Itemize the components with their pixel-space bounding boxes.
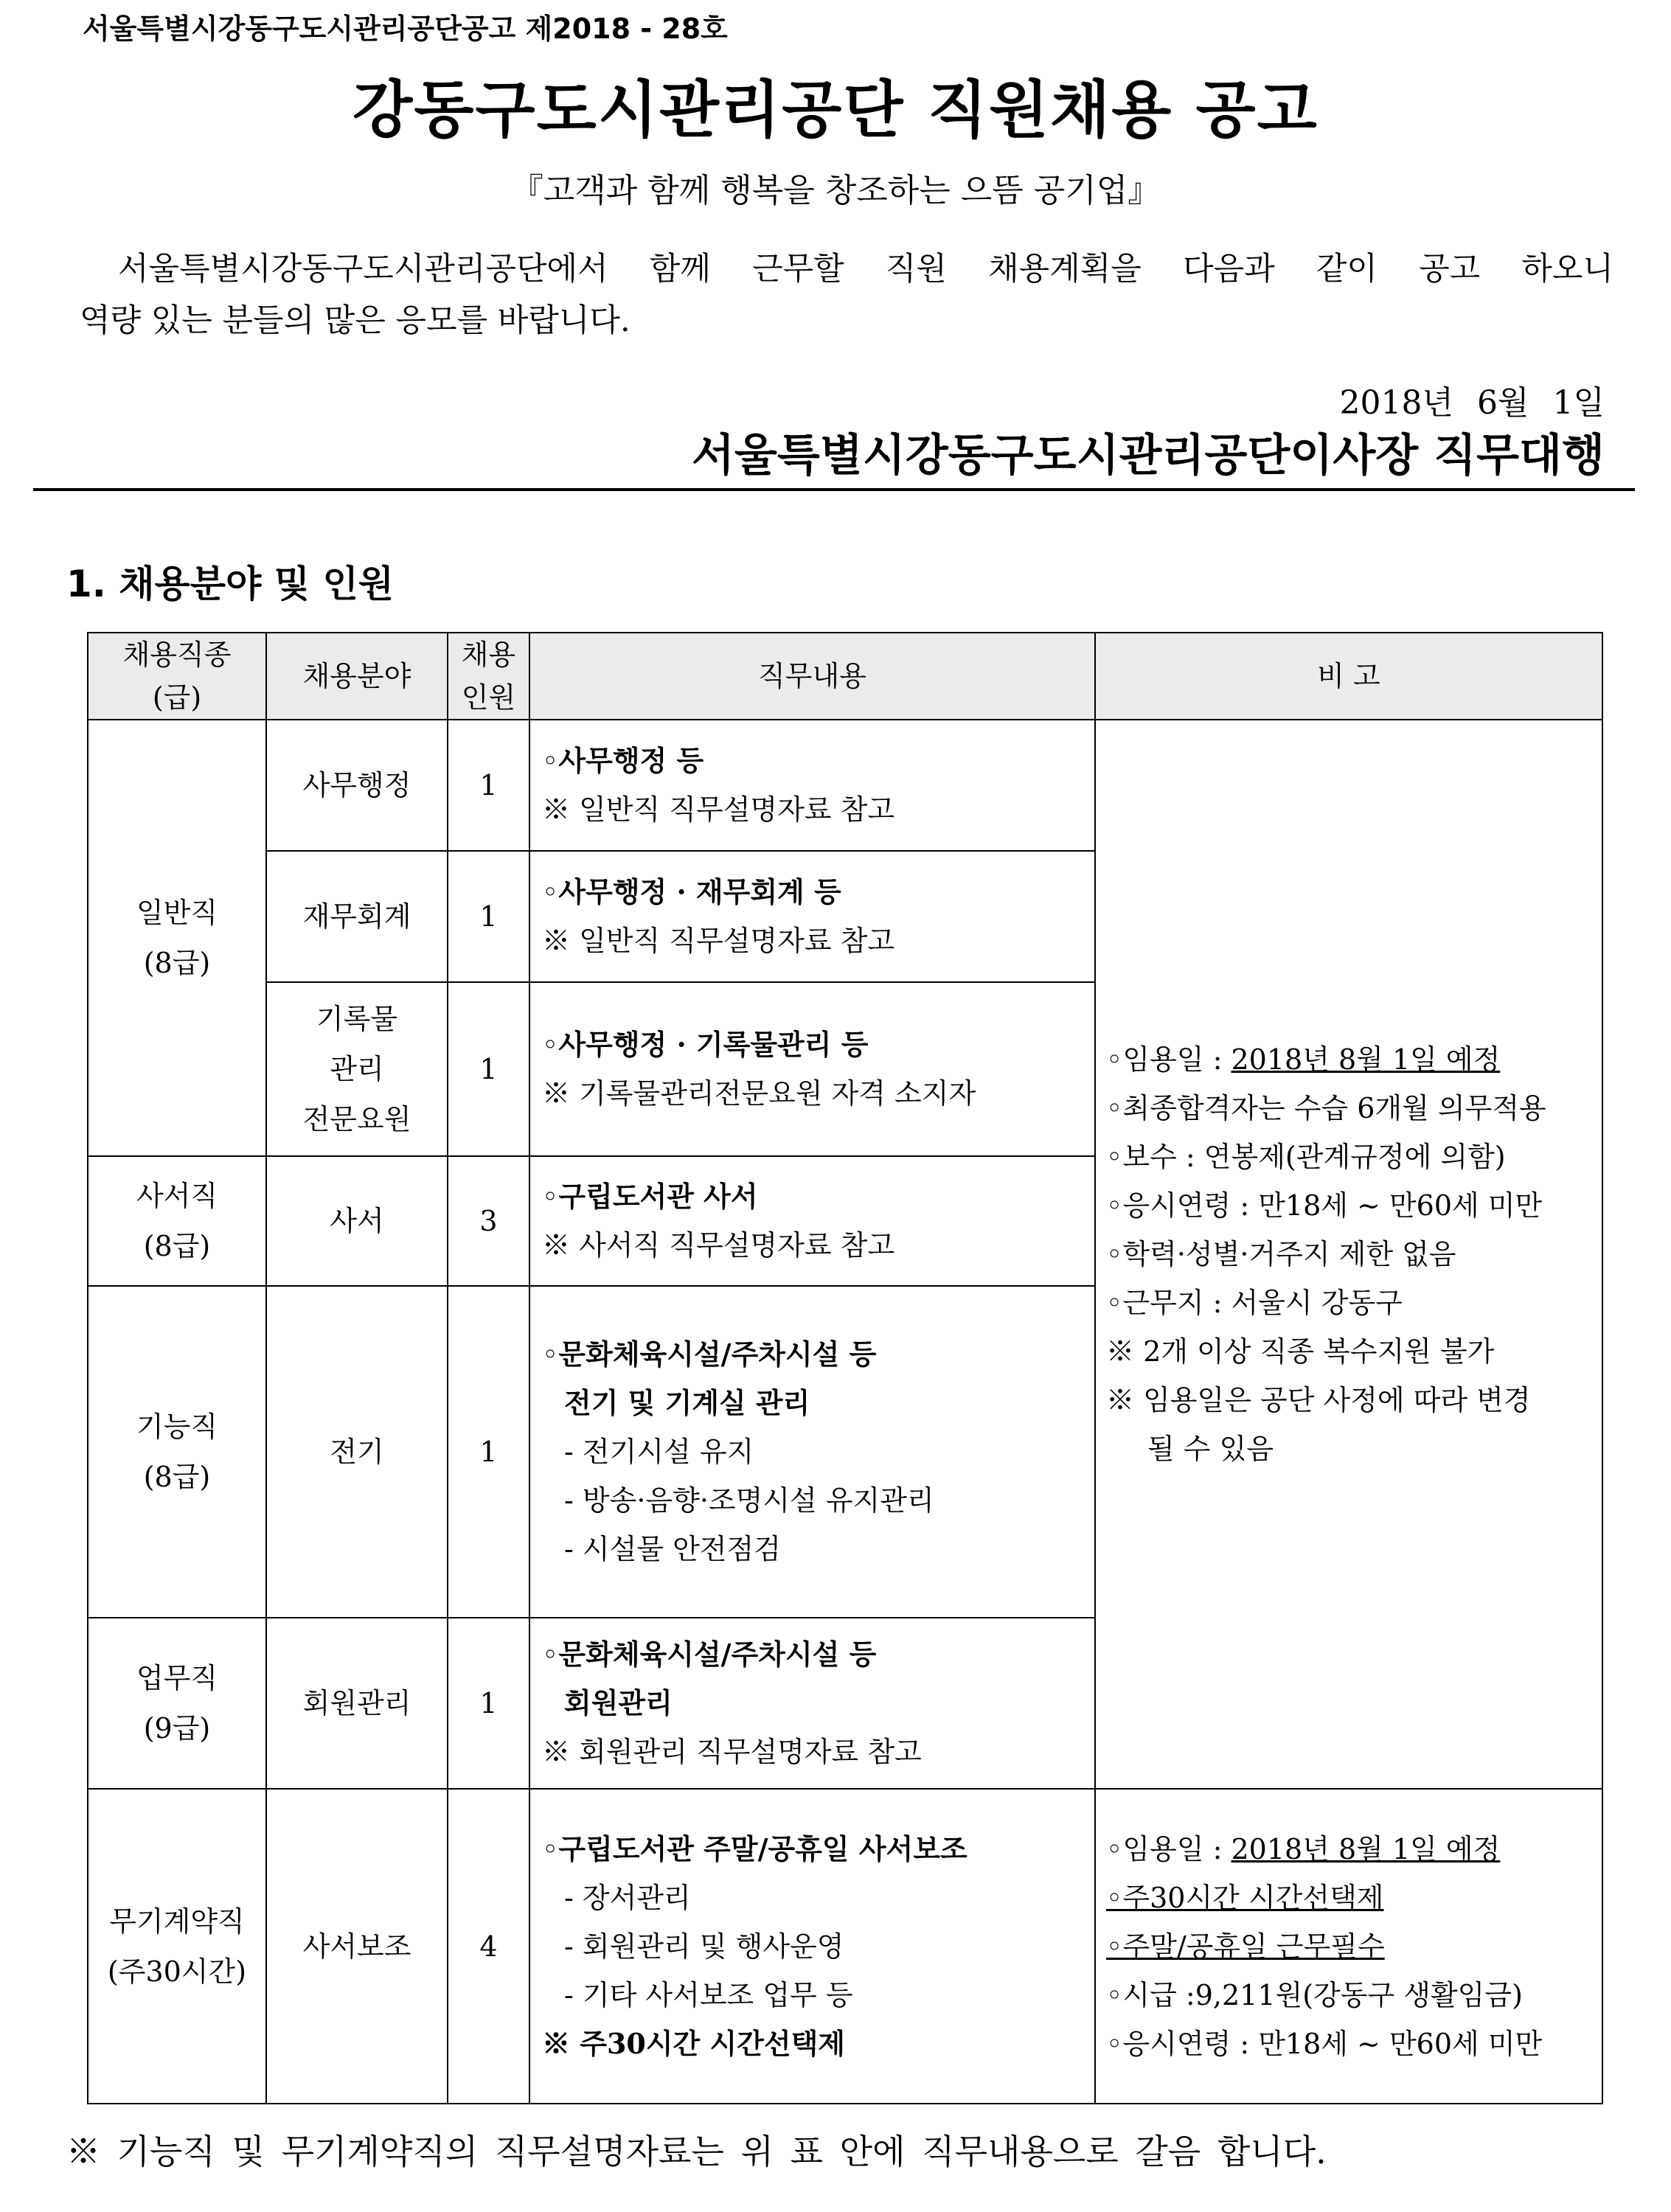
duty-cell [529,851,1095,982]
duty-cell [529,720,1095,851]
duty-reference: ※ 주30시간 시간선택제 [542,2026,846,2060]
note-appoint-date: 2018년 8월 1일 예정 [1231,1832,1501,1865]
job-grade: (8급) [143,1230,211,1262]
duty-item: - 시설물 안전점검 [564,1533,781,1565]
note-no-multiple: ※ 2개 이상 직종 복수지원 불가 [1106,1335,1495,1368]
job-grade: (9급) [143,1712,211,1745]
field-line-3: 전문요원 [302,1103,411,1135]
header-count-label-1: 채용 [461,639,516,671]
intro-line-2: 역량 있는 분들의 많은 응모를 바랍니다. [80,302,630,339]
count-cell: 1 [448,1618,529,1789]
count-cell: 1 [448,982,529,1156]
job-type: 업무직 [136,1662,218,1694]
field-cell: 사서보조 [266,1789,448,2104]
count-cell: 3 [448,1156,529,1286]
field-cell: 전기 [266,1286,448,1618]
note-appoint-date: 2018년 8월 1일 예정 [1231,1043,1501,1076]
header-job-type [88,633,266,720]
duty-cell [529,1618,1095,1789]
job-grade: (8급) [143,1461,211,1493]
header-job-type-label: 채용직종 [122,639,232,671]
duty-cell [529,1789,1095,2104]
duty-main: ◦사무행정 · 재무회계 등 [542,875,841,908]
note-probation: ◦최종합격자는 수습 6개월 의무적용 [1106,1092,1546,1124]
notes-cell-contract [1095,1789,1602,2104]
note-hours: ◦주30시간 시간선택제 [1106,1881,1384,1914]
duty-cell [529,1286,1095,1618]
job-type: 무기계약직 [109,1905,245,1938]
duty-main-cont: 전기 및 기계실 관리 [564,1386,810,1419]
publication-date: 2018년 6월 1일 [1339,384,1605,422]
job-type: 일반직 [136,897,218,929]
duty-cell [529,982,1095,1156]
duty-item: - 기타 사서보조 업무 등 [564,1978,853,2011]
note-age: ◦응시연령 : 만18세 ~ 만60세 미만 [1106,2027,1543,2060]
job-grade: (주30시간) [107,1955,247,1988]
header-job-type-grade: (급) [152,681,202,714]
duty-reference: ※ 일반직 직무설명자료 참고 [542,793,895,826]
table-row [88,720,1602,851]
field-cell [266,982,448,1156]
duty-main: ◦사무행정 · 기록물관리 등 [542,1028,869,1061]
section-title: 1. 채용분야 및 인원 [66,563,395,605]
count-cell: 4 [448,1789,529,2104]
duty-reference: ※ 회원관리 직무설명자료 참고 [542,1736,922,1768]
job-type: 기능직 [136,1411,218,1443]
header-duties: 직무내용 [529,633,1095,720]
duty-main: ◦문화체육시설/주차시설 등 [542,1338,877,1371]
job-type-cell [88,1618,266,1789]
field-cell: 회원관리 [266,1618,448,1789]
note-age: ◦응시연령 : 만18세 ~ 만60세 미만 [1106,1189,1543,1222]
issuer: 서울특별시강동구도시관리공단이사장 직무대행 [691,430,1605,481]
duty-item: - 회원관리 및 행사운영 [564,1930,844,1963]
note-no-limit: ◦학력·성별·거주지 제한 없음 [1106,1238,1456,1270]
job-type: 사서직 [136,1180,218,1212]
header-field: 채용분야 [266,633,448,720]
count-cell: 1 [448,851,529,982]
note-appoint-prefix: ◦임용일 : [1106,1043,1231,1076]
duty-cell [529,1156,1095,1286]
note-change-cont: 될 수 있음 [1147,1433,1274,1465]
field-cell: 사서 [266,1156,448,1286]
header-notes: 비 고 [1095,633,1602,720]
duty-main: ◦문화체육시설/주차시설 등 [542,1638,877,1671]
notice-number: 서울특별시강동구도시관리공단공고 제2018 - 28호 [83,13,728,45]
note-appoint-prefix: ◦임용일 : [1106,1832,1231,1865]
duty-item: - 방송·음향·조명시설 유지관리 [564,1484,934,1517]
duty-reference: ※ 일반직 직무설명자료 참고 [542,925,895,957]
note-workplace: ◦근무지 : 서울시 강동구 [1106,1287,1403,1319]
count-cell: 1 [448,720,529,851]
job-type-cell [88,720,266,1156]
count-cell: 1 [448,1286,529,1618]
field-line-2: 관리 [330,1053,384,1085]
duty-item: - 전기시설 유지 [564,1436,754,1468]
header-count-label-2: 인원 [461,681,516,714]
field-cell: 사무행정 [266,720,448,851]
job-type-cell [88,1286,266,1618]
duty-item: - 장서관리 [564,1881,691,1914]
job-grade: (8급) [143,947,211,979]
duty-main: ◦구립도서관 사서 [542,1180,758,1213]
duty-main: ◦구립도서관 주말/공휴일 사서보조 [542,1832,967,1865]
table-header-row [88,633,1602,720]
note-salary: ◦보수 : 연봉제(관계규정에 의함) [1106,1141,1506,1173]
duty-reference: ※ 사서직 직무설명자료 참고 [542,1229,895,1262]
job-type-cell [88,1789,266,2104]
note-wage: ◦시급 :9,211원(강동구 생활임금) [1106,1978,1523,2011]
note-appoint [1106,1825,1591,1874]
header-divider [33,488,1635,491]
note-appoint [1106,1035,1591,1084]
recruitment-table [87,632,1603,2096]
note-weekend: ◦주말/공휴일 근무필수 [1106,1930,1385,1963]
table-row [88,1789,1602,2104]
slogan: 『고객과 함께 행복을 창조하는 으뜸 공기업』 [510,172,1161,209]
duty-main-cont: 회원관리 [564,1686,673,1719]
intro-line-1: 서울특별시강동구도시관리공단에서 함께 근무할 직원 채용계획을 다음과 같이 공고 하오니 [118,251,1613,288]
field-line-1: 기록물 [316,1003,398,1035]
header-count [448,633,529,720]
duty-reference: ※ 기록물관리전문요원 자격 소지자 [542,1077,976,1110]
document-title: 강동구도시관리공단 직원채용 공고 [352,74,1319,146]
notes-cell [1095,720,1602,1789]
footnote: ※ 기능직 및 무기계약직의 직무설명자료는 위 표 안에 직무내용으로 갈음 합니다. [66,2132,1327,2171]
job-type-cell [88,1156,266,1286]
note-change: ※ 임용일은 공단 사정에 따라 변경 [1106,1384,1531,1416]
field-cell: 재무회계 [266,851,448,982]
intro-paragraph [80,243,1613,347]
duty-main: ◦사무행정 등 [542,744,704,777]
